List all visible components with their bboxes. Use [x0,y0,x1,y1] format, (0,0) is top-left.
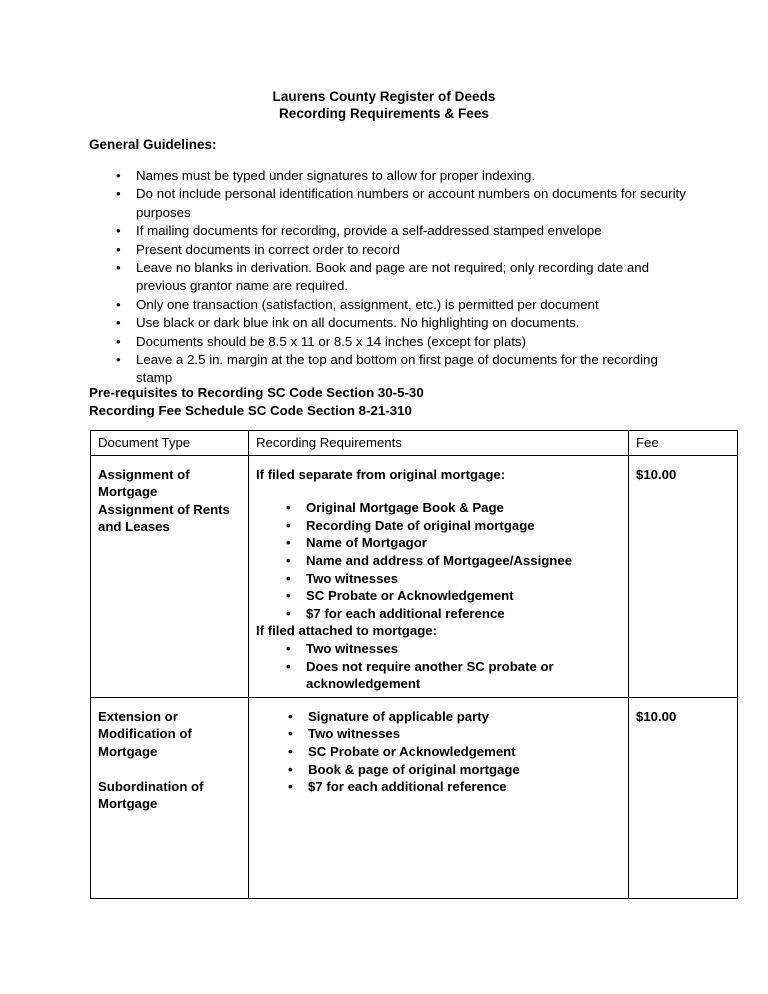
prerequisites-line-2: Recording Fee Schedule SC Code Section 8-21-310 [89,403,412,418]
document-type-line: Subordination of [98,778,204,794]
requirement-item [256,640,622,658]
requirements-lead-in: If filed attached to mortgage: [256,623,437,639]
table-row [91,697,738,898]
bullet-icon: • [286,552,291,568]
bullet-icon: • [286,640,291,656]
requirement-item [256,499,622,517]
bullet-icon: • [286,658,291,674]
column-header-fee: Fee [629,431,738,456]
general-guidelines-list [89,167,689,388]
bullet-icon: • [116,315,121,331]
prerequisites-line-1: Pre-requisites to Recording SC Code Section 30-5-30 [89,385,424,400]
table-row [91,455,738,697]
requirement-item [256,605,622,623]
bullet-icon: • [286,588,291,604]
bullet-icon: • [116,168,121,183]
bullet-icon: • [286,535,291,551]
requirement-text: Name of Mortgagor [306,535,427,551]
title-line-1: Laurens County Register of Deeds [272,89,496,104]
bullet-icon: • [288,726,293,742]
requirements-lead-in: If filed separate from original mortgage: [256,466,506,482]
bullet-icon: • [116,241,121,257]
requirement-item [256,658,622,693]
requirements-bullet-list [256,708,622,796]
guideline-item [89,351,689,388]
table-body [91,455,738,898]
guideline-text: Only one transaction (satisfaction, assignment, etc.) is permitted per document [136,296,599,312]
requirement-item [256,708,622,726]
requirement-item [256,517,622,535]
requirement-item [256,743,622,761]
general-guidelines-heading: General Guidelines: [89,137,217,152]
guideline-text: Leave no blanks in derivation. Book and page are not required; only recording date and previous grantor name are required. [136,260,650,294]
bullet-icon: • [286,605,291,621]
guideline-item [89,296,689,314]
spacer [98,761,242,778]
bullet-icon: • [116,260,121,276]
document-type-line: Extension or [98,708,178,724]
cell-fee: $10.00 [629,697,738,898]
guideline-text: If mailing documents for recording, provide a self-addressed stamped envelope [136,223,602,239]
guideline-text: Present documents in correct order to record [136,241,400,257]
bullet-icon: • [286,570,291,586]
requirement-item [256,552,622,570]
column-header-recording-requirements: Recording Requirements [249,431,629,456]
guideline-item [89,222,689,240]
document-type-line: Mortgage [98,796,158,812]
bullet-icon: • [288,779,293,795]
requirement-text: Two witnesses [308,726,401,742]
bullet-icon: • [116,223,121,239]
requirement-text: Book & page of original mortgage [308,761,520,777]
requirement-text: Signature of applicable party [308,708,489,724]
guideline-item [89,314,689,332]
guideline-item [89,259,689,296]
document-type-line: Mortgage [98,484,158,500]
requirement-item [256,534,622,552]
guideline-item [89,333,689,351]
bullet-icon: • [288,708,293,724]
column-header-document-type: Document Type [91,431,249,456]
bullet-icon: • [116,352,121,368]
requirement-text: Original Mortgage Book & Page [306,500,504,516]
cell-document-type [91,697,249,898]
requirement-text: Name and address of Mortgagee/Assignee [306,552,573,568]
document-title [0,88,768,122]
guideline-text: Documents should be 8.5 x 11 or 8.5 x 14 inches (except for plats) [136,333,527,349]
requirement-item [256,570,622,588]
document-type-line: and Leases [98,519,170,535]
bullet-icon: • [286,500,291,516]
cell-document-type [91,455,249,697]
document-type-line: Assignment of [98,466,190,482]
bullet-icon: • [116,296,121,312]
title-line-2: Recording Requirements & Fees [278,106,489,121]
requirement-text: SC Probate or Acknowledgement [306,588,514,604]
requirement-item [256,761,622,779]
requirement-text: $7 for each additional reference [306,605,505,621]
guideline-text: Names must be typed under signatures to allow for proper indexing. [136,168,536,183]
bullet-icon: • [288,761,293,777]
requirements-bullet-list [256,499,622,622]
requirement-text: $7 for each additional reference [308,779,507,795]
recording-fee-table [90,430,738,899]
requirement-text: Recording Date of original mortgage [306,517,535,533]
bullet-icon: • [116,333,121,349]
cell-recording-requirements [249,455,629,697]
bullet-icon: • [288,743,293,759]
prerequisites-block [89,384,424,420]
requirement-text: SC Probate or Acknowledgement [308,743,516,759]
guideline-item [89,241,689,259]
document-type-line: Assignment of Rents [98,501,230,517]
guideline-text: Do not include personal identification numbers or account numbers on documents for security purposes [136,186,686,220]
requirement-text: Does not require another SC probate or acknowledgement [306,658,554,692]
requirement-item [256,778,622,796]
requirements-bullet-list [256,640,622,693]
requirement-item [256,587,622,605]
requirement-text: Two witnesses [306,640,399,656]
bullet-icon: • [116,186,121,202]
guideline-item [89,185,689,222]
bullet-icon: • [286,517,291,533]
requirement-item [256,725,622,743]
cell-recording-requirements [249,697,629,898]
requirement-text: Two witnesses [306,570,399,586]
guideline-text: Leave a 2.5 in. margin at the top and bottom on first page of documents for the recording stamp [136,352,658,386]
document-type-line: Modification of [98,726,192,742]
guideline-text: Use black or dark blue ink on all documents. No highlighting on documents. [136,315,580,331]
cell-fee: $10.00 [629,455,738,697]
document-type-line: Mortgage [98,743,158,759]
table-header-row [91,431,738,456]
guideline-item [89,167,689,185]
